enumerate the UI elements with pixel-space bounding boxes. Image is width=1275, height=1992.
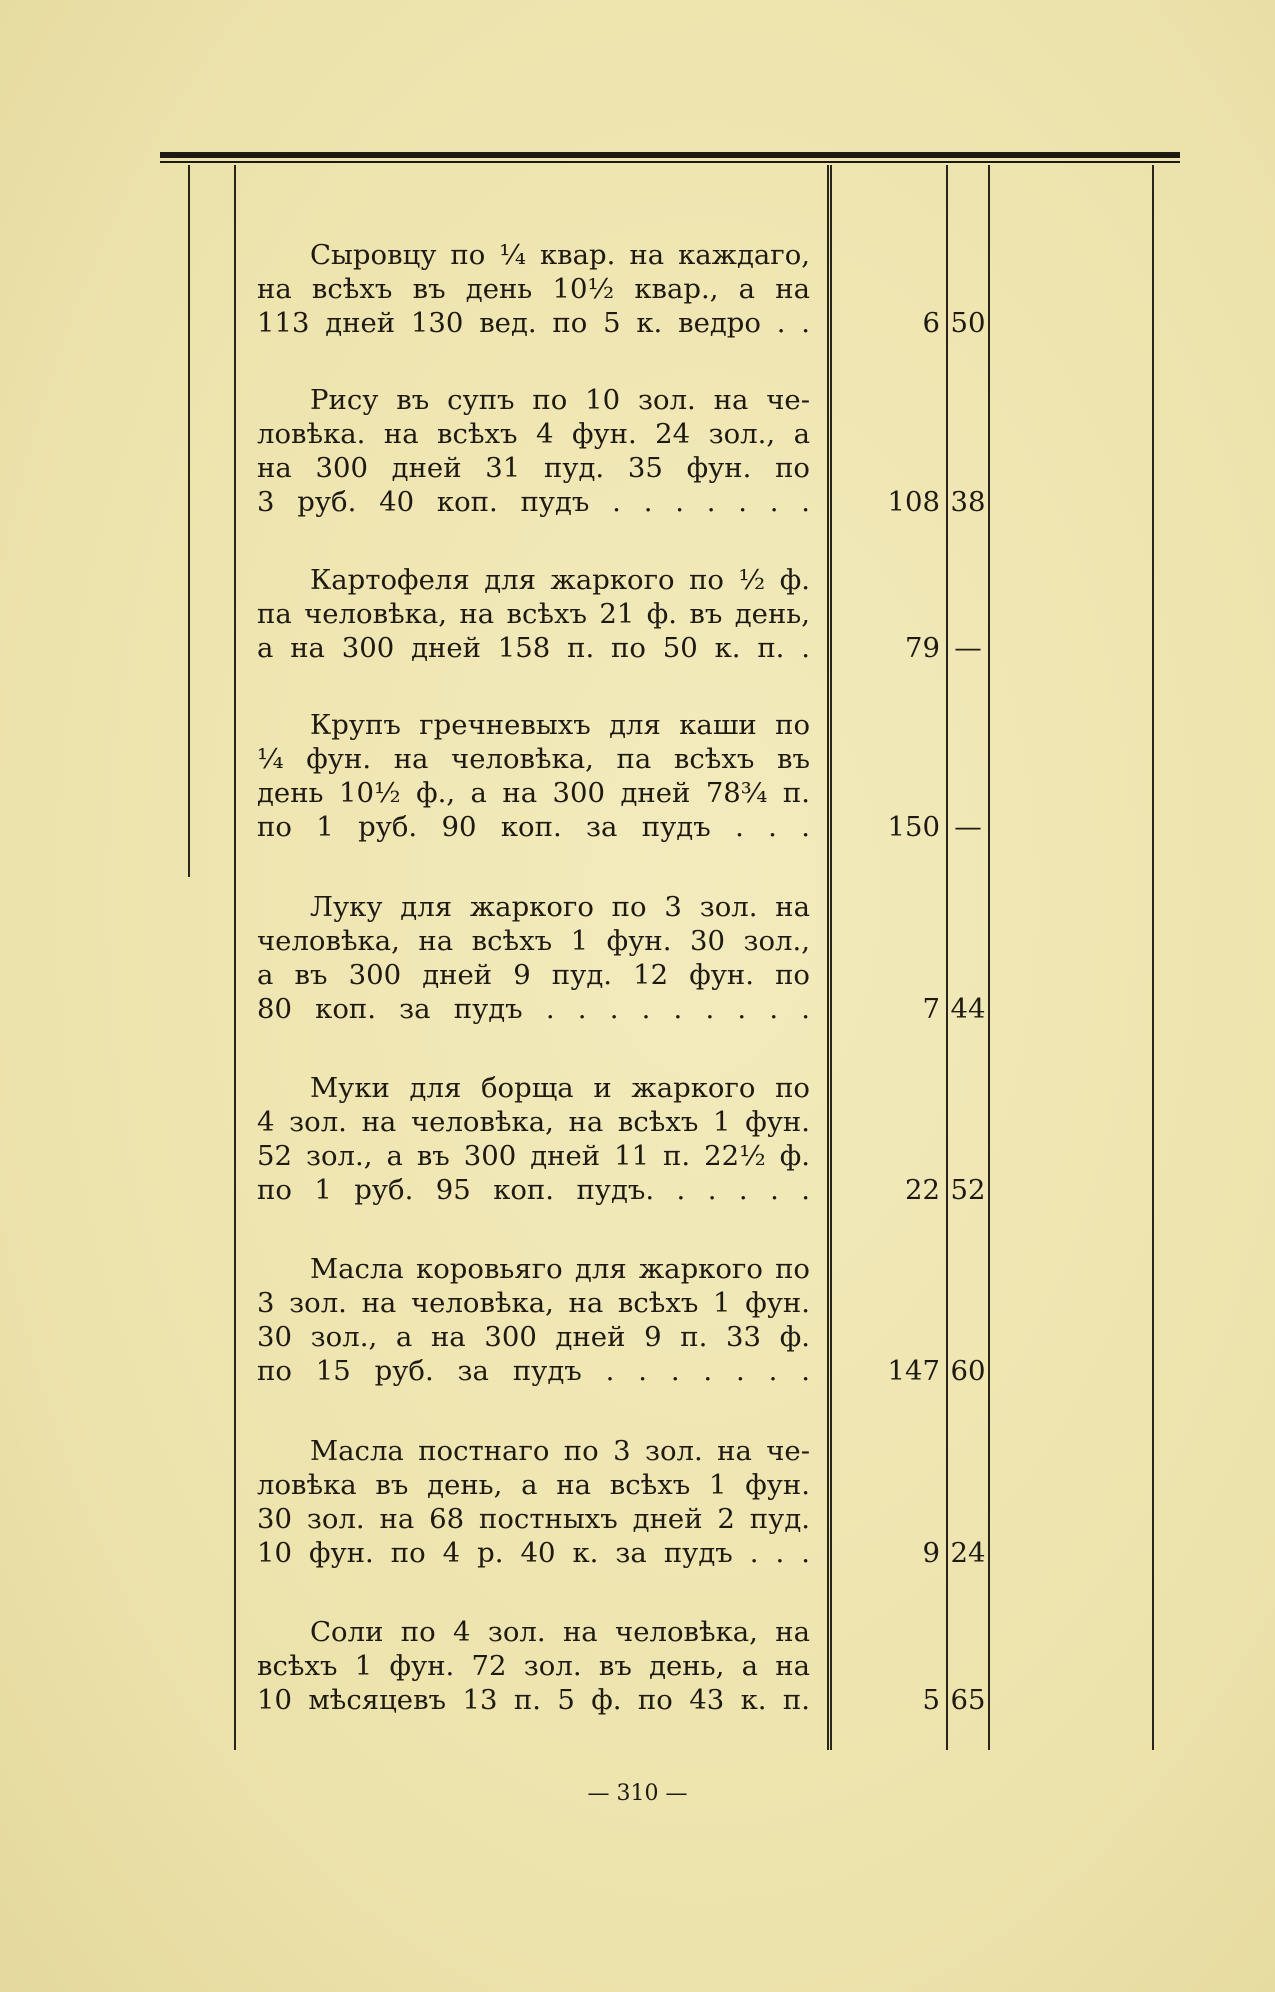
entry-text-line: 4 зол. на человѣка, на всѣхъ 1 фун. [257,1106,810,1138]
amount-kopecks: 24 [950,1537,986,1569]
entry-text-line: 52 зол., а въ 300 дней 11 п. 22½ ф. [257,1140,810,1172]
amount-rubles: 22 [905,1174,940,1206]
entry-text-line: а въ 300 дней 9 пуд. 12 фун. по [257,959,810,991]
amount-kopecks: 52 [950,1174,986,1206]
entry-text-line: 30 зол. на 68 постныхъ дней 2 пуд. [257,1503,810,1535]
amount-rubles: 147 [887,1355,940,1387]
entry-text-line: 113 дней 130 вед. по 5 к. ведро . . [257,307,810,339]
entry-text-line: 30 зол., а на 300 дней 9 п. 33 ф. [257,1321,810,1353]
entry-text-line: ловѣка. на всѣхъ 4 фун. 24 зол., а [257,418,810,450]
amount-rubles: 79 [905,632,940,664]
entry-text-line: 3 руб. 40 коп. пудъ . . . . . . . [257,486,810,518]
entry-text-line: а на 300 дней 158 п. по 50 к. п. . [257,632,810,664]
entry-text-line: 80 коп. за пудъ . . . . . . . . . [257,993,810,1025]
entry-text-line: Картофеля для жаркого по ½ ф. [310,564,810,596]
entry-text-line: по 1 руб. 95 коп. пудъ. . . . . . [257,1174,810,1206]
entry-text-line: человѣка, на всѣхъ 1 фун. 30 зол., [257,925,810,957]
entry-text-line: Соли по 4 зол. на человѣка, на [310,1616,810,1648]
entry-text-line: на 300 дней 31 пуд. 35 фун. по [257,452,810,484]
amount-kopecks: — [954,632,982,664]
amount-kopecks: 44 [950,993,986,1025]
entry-text-line: Сыровцу по ¼ квар. на каждаго, [310,239,810,271]
page-number: — 310 — [587,1781,688,1806]
entry-text-line: 10 мѣсяцевъ 13 п. 5 ф. по 43 к. п. [257,1684,810,1716]
entry-text-line: ловѣка въ день, а на всѣхъ 1 фун. [257,1469,810,1501]
amount-kopecks: 38 [950,486,986,518]
entry-text-line: Луку для жаркого по 3 зол. на [310,891,810,923]
entry-text-line: на всѣхъ въ день 10½ квар., а на [257,273,810,305]
entry-text-line: Рису въ супъ по 10 зол. на че- [310,384,810,416]
amount-kopecks: 65 [950,1684,986,1716]
amount-kopecks: — [954,811,982,843]
amount-rubles: 5 [922,1684,940,1716]
amount-rubles: 9 [922,1537,940,1569]
entry-text-line: Масла коровьяго для жаркого по [310,1253,810,1285]
entry-text-line: па человѣка, на всѣхъ 21 ф. въ день, [257,598,810,630]
amount-kopecks: 50 [950,307,986,339]
entry-text-line: Масла постнаго по 3 зол. на че- [310,1435,810,1467]
entry-text-line: всѣхъ 1 фун. 72 зол. въ день, а на [257,1650,810,1682]
entry-text-line: ¼ фун. на человѣка, па всѣхъ въ [257,743,810,775]
entry-text-line: Муки для борща и жаркого по [310,1072,810,1104]
amount-kopecks: 60 [950,1355,986,1387]
entry-text-line: 10 фун. по 4 р. 40 к. за пудъ . . . [257,1537,810,1569]
amount-rubles: 6 [922,307,940,339]
entry-text-line: по 15 руб. за пудъ . . . . . . . [257,1355,810,1387]
entry-text-line: 3 зол. на человѣка, на всѣхъ 1 фун. [257,1287,810,1319]
entry-text-line: Крупъ гречневыхъ для каши по [310,709,810,741]
entry-text-line: по 1 руб. 90 коп. за пудъ . . . [257,811,810,843]
amount-rubles: 108 [887,486,940,518]
amount-rubles: 7 [922,993,940,1025]
entry-text-line: день 10½ ф., а на 300 дней 78¾ п. [257,777,810,809]
amount-rubles: 150 [887,811,940,843]
